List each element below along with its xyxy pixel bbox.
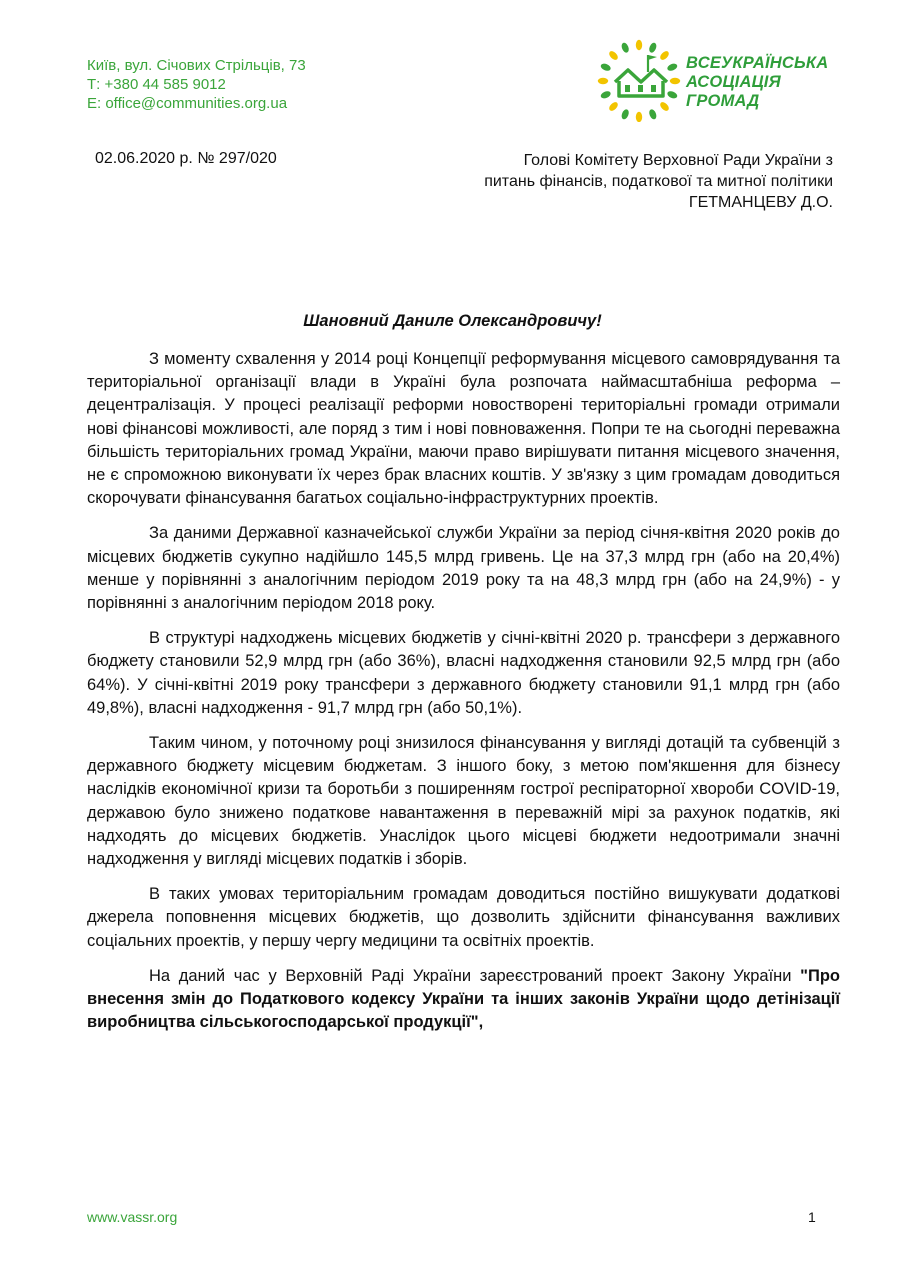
logo-sun-ray-icon [608, 101, 620, 113]
bill-intro: На даний час у Верховній Раді України зареєстрований проект Закону України [149, 966, 801, 985]
logo-sun-ray-icon [666, 62, 678, 72]
addressee-name: ГЕТМАНЦЕВУ Д.О. [688, 194, 833, 211]
body-paragraph: З моменту схвалення у 2014 році Концепції реформування місцевого самоврядування та територіальної організації влади в Україні була розпочата наймасштабніша реформа – децентралізація. У процесі реалізації реформи новостворені територіальні громади отримали нові фінансові можливості, але поряд з тим і нові повноваження. Попри те на сьогодні переважна більшість територіальних громад України, маючи право вирішувати питання місцевого значення, не є спроможною виконувати їх через брак власних коштів. У зв'язку з цим громадам доводиться скорочувати фінансування багатьох соціально-інфраструктурних проектів. [87, 350, 840, 508]
letter-body [87, 348, 840, 1046]
logo-sun-ray-icon [666, 90, 678, 100]
addressee-line: питань фінансів, податкової та митної політики [484, 173, 833, 190]
logo-sun-ray-icon [620, 42, 630, 54]
addressee-block [484, 150, 833, 213]
contact-phone: Т: +380 44 585 9012 [87, 76, 226, 93]
body-paragraph: За даними Державної казначейської служби України за період січня-квітня 2020 років до місцевих бюджетів сукупно надійшло 145,5 млрд гривень. Це на 37,3 млрд грн (або на 20,4%) менше у порівнянні з аналогічним періодом 2019 року та на 48,3 млрд грн (або на 24,9%) - у порівнянні з аналогічним періодом 2018 року. [87, 524, 840, 613]
logo-sun-ray-icon [600, 62, 612, 72]
logo-sun-ray-icon [636, 40, 642, 50]
letter-reference: 02.06.2020 р. № 297/020 [95, 150, 277, 167]
salutation: Шановний Даниле Олександровичу! [303, 312, 602, 330]
logo-sun-ray-icon [648, 108, 658, 120]
contact-email: E: office@communities.org.ua [87, 95, 288, 112]
logo-sun-ray-icon [670, 78, 680, 84]
logo-sun-ray-icon [636, 112, 642, 122]
contact-block [87, 56, 306, 113]
body-paragraph: В таких умовах територіальним громадам доводиться постійно вишукувати додаткові джерела поповнення місцевих бюджетів, що дозволить здійснити фінансування важливих соціальних проектів, у першу чергу медицини та освітніх проектів. [87, 885, 840, 950]
logo-emblem-icon [596, 36, 682, 122]
organization-logo [596, 40, 856, 120]
addressee-line: Голові Комітету Верховної Ради України з [523, 152, 833, 169]
body-paragraph: В структурі надходжень місцевих бюджетів у січні-квітні 2020 р. трансфери з державного бюджету становили 52,9 млрд грн (або 36%), власні надходження становили 92,5 млрд грн (або 64%). У січні-квітні 2019 року трансфери з державного бюджету становили 91,1 млрд грн (або 49,8%), власні надходження - 91,7 млрд грн (або 50,1%). [87, 629, 840, 717]
logo-sun-ray-icon [620, 108, 630, 120]
logo-text [686, 54, 828, 111]
logo-text-line1: ВСЕУКРАЇНСЬКА [686, 54, 829, 72]
logo-text-line2: АСОЦІАЦІЯ [686, 73, 781, 91]
footer-website: www.vassr.org [87, 1209, 178, 1225]
body-paragraph: Таким чином, у поточному році знизилося фінансування у вигляді дотацій та субвенцій з державного бюджету місцевим бюджетам. З іншого боку, з метою пом'якшення для бізнесу наслідків економічної кризи та боротьби з поширенням гострої респіраторної хвороби COVID-19, державою було знижено податкове навантаження в переважній мірі за рахунок податків, які надходять до місцевих бюджетів. Унаслідок цього місцеві бюджети недоотримали значні надходження у вигляді місцевих податків і зборів. [87, 734, 840, 869]
contact-address: Київ, вул. Січових Стрільців, 73 [87, 57, 306, 74]
logo-sun-ray-icon [648, 42, 658, 54]
logo-sun-ray-icon [659, 50, 671, 62]
page-number: 1 [808, 1209, 816, 1225]
logo-sun-ray-icon [608, 50, 620, 62]
bill-title: "Про внесення змін до Податкового кодексу України та інших законів України щодо детінізації виробництва сільськогосподарської продукції", [87, 966, 840, 1032]
logo-sun-ray-icon [600, 90, 612, 100]
body-paragraph-bill [87, 965, 840, 1035]
logo-sun-ray-icon [598, 78, 608, 84]
logo-sun-ray-icon [659, 101, 671, 113]
logo-text-line3: ГРОМАД [686, 92, 760, 110]
